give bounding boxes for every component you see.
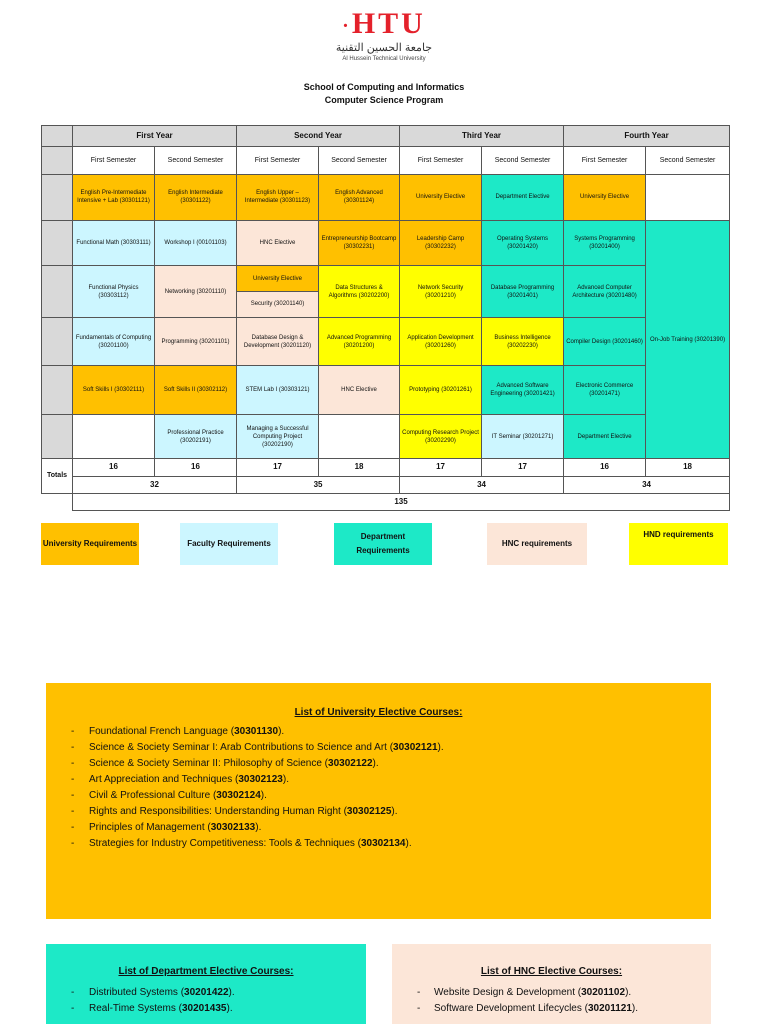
course-cell: Application Development (30201260) <box>400 317 482 366</box>
course-cell: Leadership Camp (30302232) <box>400 220 482 265</box>
row-label-cell <box>42 317 73 366</box>
elective-item: - Art Appreciation and Techniques (30302123). <box>46 772 711 788</box>
course-cell: Advanced Software Engineering (30201421) <box>482 366 564 415</box>
elective-item: - Website Design & Development (30201102). <box>392 985 711 1001</box>
hnc-electives-title: List of HNC Elective Courses: <box>480 966 623 977</box>
totals-label: Totals <box>42 459 73 493</box>
semester-header: First Semester <box>73 147 155 174</box>
elective-code: 30302125 <box>346 806 392 817</box>
course-cell: Entrepreneurship Bootcamp (30302231) <box>319 220 400 265</box>
row-label-cell <box>42 174 73 220</box>
course-cell: Systems Programming (30201400) <box>564 220 646 265</box>
elective-name: Distributed Systems <box>89 987 178 998</box>
semester-total: 18 <box>646 459 730 476</box>
course-cell: University Elective <box>237 266 319 291</box>
page-titles <box>0 81 768 107</box>
elective-item: - Science & Society Seminar I: Arab Contributions to Science and Art (30302121). <box>46 740 711 756</box>
elective-code: 30302134 <box>361 838 406 849</box>
year-header: Second Year <box>237 126 400 147</box>
course-cell: HNC Elective <box>319 366 400 415</box>
course-cell: Network Security (30201210) <box>400 266 482 318</box>
elective-item: - Software Development Lifecycles (30201121). <box>392 1001 711 1017</box>
elective-item: - Principles of Management (30302133). <box>46 820 711 836</box>
elective-name: Software Development Lifecycles <box>434 1003 582 1014</box>
course-cell: HNC Elective <box>237 220 319 265</box>
legend-hnd: HND requirements <box>629 523 728 565</box>
elective-name: Principles of Management <box>89 822 205 833</box>
semester-header: First Semester <box>564 147 646 174</box>
course-cell: Advanced Programming (30201200) <box>319 317 400 366</box>
university-electives-panel <box>46 683 711 919</box>
year-total: 32 <box>73 476 237 493</box>
elective-item: - Real-Time Systems (30201435). <box>46 1001 366 1017</box>
course-cell: Security (30201140) <box>237 291 319 317</box>
logo-mark: ·HTU <box>342 7 426 40</box>
course-cell: University Elective <box>564 174 646 220</box>
course-cell: Soft Skills I (30302111) <box>73 366 155 415</box>
course-cell: Database Design & Development (30201120) <box>237 317 319 366</box>
corner-cell <box>42 147 73 174</box>
course-cell <box>319 414 400 458</box>
year-header: Fourth Year <box>564 126 730 147</box>
course-cell: Operating Systems (30201420) <box>482 220 564 265</box>
year-total: 34 <box>564 476 730 493</box>
year-header: First Year <box>73 126 237 147</box>
semester-total: 16 <box>73 459 155 476</box>
row-label-cell <box>42 366 73 415</box>
course-cell: English Intermediate (30301122) <box>155 174 237 220</box>
corner-cell <box>42 126 73 147</box>
elective-code: 30201121 <box>587 1003 632 1014</box>
row-label-cell <box>42 266 73 318</box>
department-electives-panel <box>46 944 366 1024</box>
semester-total: 16 <box>564 459 646 476</box>
elective-name: Art Appreciation and Techniques <box>89 774 233 785</box>
elective-code: 30302122 <box>328 758 373 769</box>
study-plan-table <box>41 125 730 511</box>
elective-code: 30201435 <box>181 1003 227 1014</box>
year-total: 35 <box>237 476 400 493</box>
elective-item: - Distributed Systems (30201422). <box>46 985 366 1001</box>
department-electives-title: List of Department Elective Courses: <box>118 966 294 977</box>
elective-name: Rights and Responsibilities: Understanding Human Right <box>89 806 341 817</box>
course-cell: Electronic Commerce (30201471) <box>564 366 646 415</box>
semester-total: 17 <box>400 459 482 476</box>
hnc-electives-list <box>392 985 711 1017</box>
semester-header: Second Semester <box>155 147 237 174</box>
row-label-cell <box>42 414 73 458</box>
elective-code: 30302124 <box>216 790 261 801</box>
course-cell: Functional Math (30303111) <box>73 220 155 265</box>
blank-cell <box>42 493 73 510</box>
semester-header: First Semester <box>400 147 482 174</box>
course-cell: Compiler Design (30201460) <box>564 317 646 366</box>
course-cell: Functional Physics (30303112) <box>73 266 155 318</box>
course-cell: Professional Practice (30202191) <box>155 414 237 458</box>
elective-item: - Strategies for Industry Competitiveness: Tools & Techniques (30302134). <box>46 836 711 852</box>
semester-total: 18 <box>319 459 400 476</box>
elective-name: Science & Society Seminar II: Philosophy of Science <box>89 758 322 769</box>
course-cell: Business Intelligence (30202230) <box>482 317 564 366</box>
elective-item: - Rights and Responsibilities: Understanding Human Right (30302125). <box>46 804 711 820</box>
elective-item: - Science & Society Seminar II: Philosophy of Science (30302122). <box>46 756 711 772</box>
course-cell: Data Structures & Algorithms (30202200) <box>319 266 400 318</box>
course-cell: English Advanced (30301124) <box>319 174 400 220</box>
elective-code: 30301130 <box>234 726 279 737</box>
legend-hnc: HNC requirements <box>487 523 587 565</box>
university-electives-list <box>46 724 711 852</box>
elective-name: Real-Time Systems <box>89 1003 176 1014</box>
elective-name: Foundational French Language <box>89 726 228 737</box>
semester-header: Second Semester <box>319 147 400 174</box>
elective-item: - Foundational French Language (30301130). <box>46 724 711 740</box>
hnc-electives-panel <box>392 944 711 1024</box>
course-cell: IT Seminar (30201271) <box>482 414 564 458</box>
elective-name: Science & Society Seminar I: Arab Contributions to Science and Art <box>89 742 387 753</box>
course-cell: Database Programming (30201401) <box>482 266 564 318</box>
course-cell: Advanced Computer Architecture (30201480) <box>564 266 646 318</box>
elective-code: 30201102 <box>581 987 626 998</box>
elective-name: Civil & Professional Culture <box>89 790 211 801</box>
semester-header: First Semester <box>237 147 319 174</box>
legend-university: University Requirements <box>41 523 139 565</box>
semester-header: Second Semester <box>646 147 730 174</box>
grand-total: 135 <box>73 493 730 510</box>
elective-code: 30302123 <box>238 774 283 785</box>
year-header: Third Year <box>400 126 564 147</box>
elective-item: - Civil & Professional Culture (30302124). <box>46 788 711 804</box>
course-cell: University Elective <box>400 174 482 220</box>
row-label-cell <box>42 220 73 265</box>
department-electives-list <box>46 985 366 1017</box>
elective-code: 30201422 <box>184 987 229 998</box>
course-cell: Prototyping (30201261) <box>400 366 482 415</box>
course-cell: Department Elective <box>482 174 564 220</box>
program-title: Computer Science Program <box>324 95 444 105</box>
course-cell: Managing a Successful Computing Project (30202190) <box>237 414 319 458</box>
course-cell: Department Elective <box>564 414 646 458</box>
legend-faculty: Faculty Requirements <box>180 523 278 565</box>
school-title: School of Computing and Informatics <box>303 82 465 92</box>
elective-code: 30302121 <box>393 742 438 753</box>
university-logo <box>0 8 768 70</box>
course-cell <box>646 174 730 220</box>
course-cell <box>73 414 155 458</box>
semester-total: 17 <box>237 459 319 476</box>
semester-header: Second Semester <box>482 147 564 174</box>
university-electives-title: List of University Elective Courses: <box>294 707 463 718</box>
elective-name: Website Design & Development <box>434 987 575 998</box>
legend-department: Department Requirements <box>334 523 432 565</box>
course-cell: Programming (30201101) <box>155 317 237 366</box>
logo-english-name: Al Hussein Technical University <box>342 56 426 63</box>
semester-total: 17 <box>482 459 564 476</box>
on-job-training-cell: On-Job Training (30201390) <box>646 220 730 458</box>
course-cell: Computing Research Project (30202290) <box>400 414 482 458</box>
course-cell: Fundamentals of Computing (30201100) <box>73 317 155 366</box>
elective-name: Strategies for Industry Competitiveness: Tools & Techniques <box>89 838 355 849</box>
course-cell: Workshop I (00101103) <box>155 220 237 265</box>
year-total: 34 <box>400 476 564 493</box>
course-cell: STEM Lab I (30303121) <box>237 366 319 415</box>
elective-code: 30302133 <box>210 822 256 833</box>
course-cell: Networking (30201110) <box>155 266 237 318</box>
semester-total: 16 <box>155 459 237 476</box>
course-cell: English Pre-Intermediate Intensive + Lab (30301121) <box>73 174 155 220</box>
course-cell: English Upper – Intermediate (30301123) <box>237 174 319 220</box>
course-cell: Soft Skills II (30302112) <box>155 366 237 415</box>
logo-arabic-name: جامعة الحسين التقنية <box>335 42 433 55</box>
